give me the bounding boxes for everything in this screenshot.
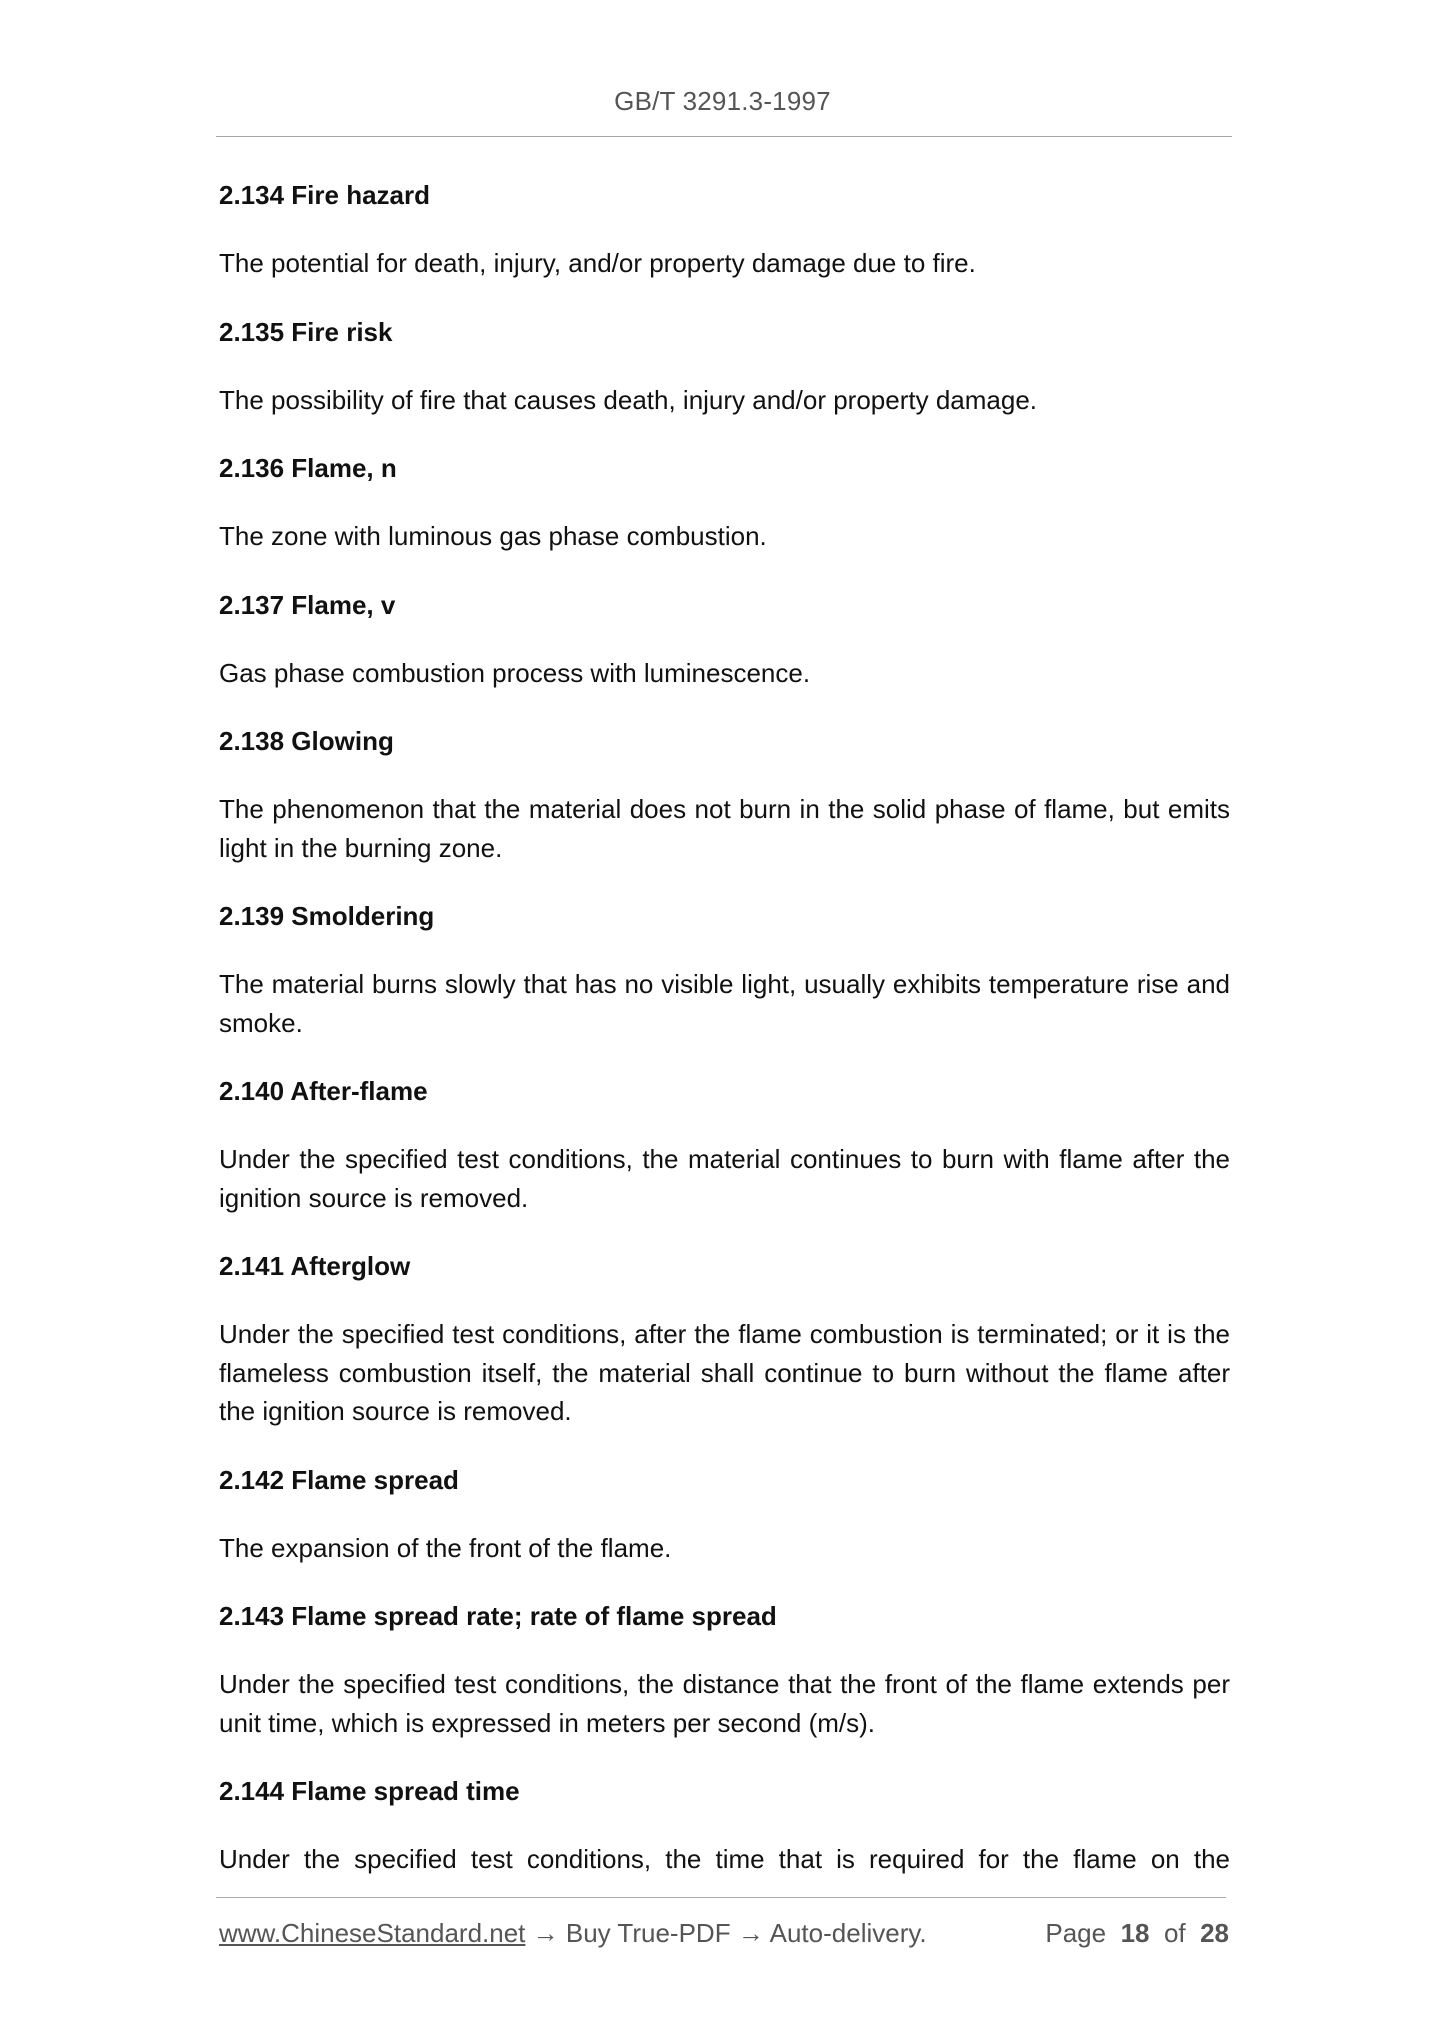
- term-definition: Under the specified test conditions, after the flame combustion is terminated; or it is the flameless combustion itself, the material shall continue to burn without the flame after the ignition source is removed.: [219, 1319, 1230, 1426]
- page-label: Page: [1045, 1918, 1107, 1948]
- term-entry: [219, 1461, 1230, 1568]
- footer-promo: [219, 1918, 927, 1949]
- term-heading: 2.143 Flame spread rate; rate of flame spread: [219, 1601, 777, 1631]
- term-heading: 2.138 Glowing: [219, 726, 394, 756]
- document-header-title: GB/T 3291.3-1997: [614, 86, 831, 116]
- document-body: [219, 176, 1230, 1909]
- term-entry: [219, 449, 1230, 556]
- total-page-count: 28: [1200, 1918, 1229, 1948]
- term-heading: 2.140 After-flame: [219, 1076, 428, 1106]
- term-definition: Gas phase combustion process with luminescence.: [219, 657, 811, 688]
- footer-divider: [216, 1897, 1226, 1898]
- term-definition: The zone with luminous gas phase combustion.: [219, 521, 767, 551]
- term-entry: [219, 897, 1230, 1042]
- term-entry: [219, 1247, 1230, 1431]
- page-number: [1045, 1918, 1229, 1949]
- term-heading: 2.139 Smoldering: [219, 901, 435, 931]
- term-heading: 2.142 Flame spread: [219, 1464, 459, 1495]
- term-definition: Under the specified test conditions, the time that is required for the flame on the: [219, 1844, 1230, 1874]
- of-label: of: [1163, 1918, 1186, 1948]
- term-definition: The material burns slowly that has no visible light, usually exhibits temperature rise and smoke.: [219, 969, 1230, 1038]
- term-definition: The phenomenon that the material does not burn in the solid phase of flame, but emits light in the burning zone.: [219, 794, 1230, 863]
- term-heading: 2.141 Afterglow: [219, 1251, 411, 1281]
- term-heading: 2.136 Flame, n: [219, 453, 397, 483]
- website-link[interactable]: www.ChineseStandard.net: [219, 1918, 526, 1948]
- term-heading: 2.135 Fire risk: [219, 316, 393, 347]
- term-definition: Under the specified test conditions, the material continues to burn with flame after the ignition source is removed.: [219, 1144, 1230, 1213]
- current-page-number: 18: [1120, 1918, 1150, 1948]
- term-definition: The potential for death, injury, and/or property damage due to fire.: [219, 248, 976, 278]
- term-heading: 2.144 Flame spread time: [219, 1776, 520, 1806]
- term-entry: [219, 176, 1230, 283]
- term-heading: 2.134 Fire hazard: [219, 180, 430, 210]
- header-divider: [216, 136, 1232, 137]
- term-entry: [219, 313, 1230, 420]
- term-entry: [219, 1772, 1230, 1879]
- footer-step-delivery: Auto-delivery.: [769, 1918, 927, 1948]
- footer-step-buy: Buy True-PDF: [565, 1918, 731, 1948]
- term-entry: [219, 722, 1230, 867]
- term-definition: The expansion of the front of the flame.: [219, 1532, 672, 1563]
- term-entry: [219, 1597, 1230, 1742]
- term-entry: [219, 586, 1230, 693]
- term-definition: The possibility of fire that causes death, injury and/or property damage.: [219, 384, 1037, 415]
- term-entry: [219, 1072, 1230, 1217]
- arrow-right-icon: →: [737, 1918, 764, 1948]
- arrow-right-icon: →: [532, 1918, 559, 1948]
- page-footer: [219, 1918, 1229, 1958]
- term-definition: Under the specified test conditions, the distance that the front of the flame extends per unit time, which is expressed in meters per second (m/s).: [219, 1669, 1230, 1738]
- term-heading: 2.137 Flame, v: [219, 589, 396, 620]
